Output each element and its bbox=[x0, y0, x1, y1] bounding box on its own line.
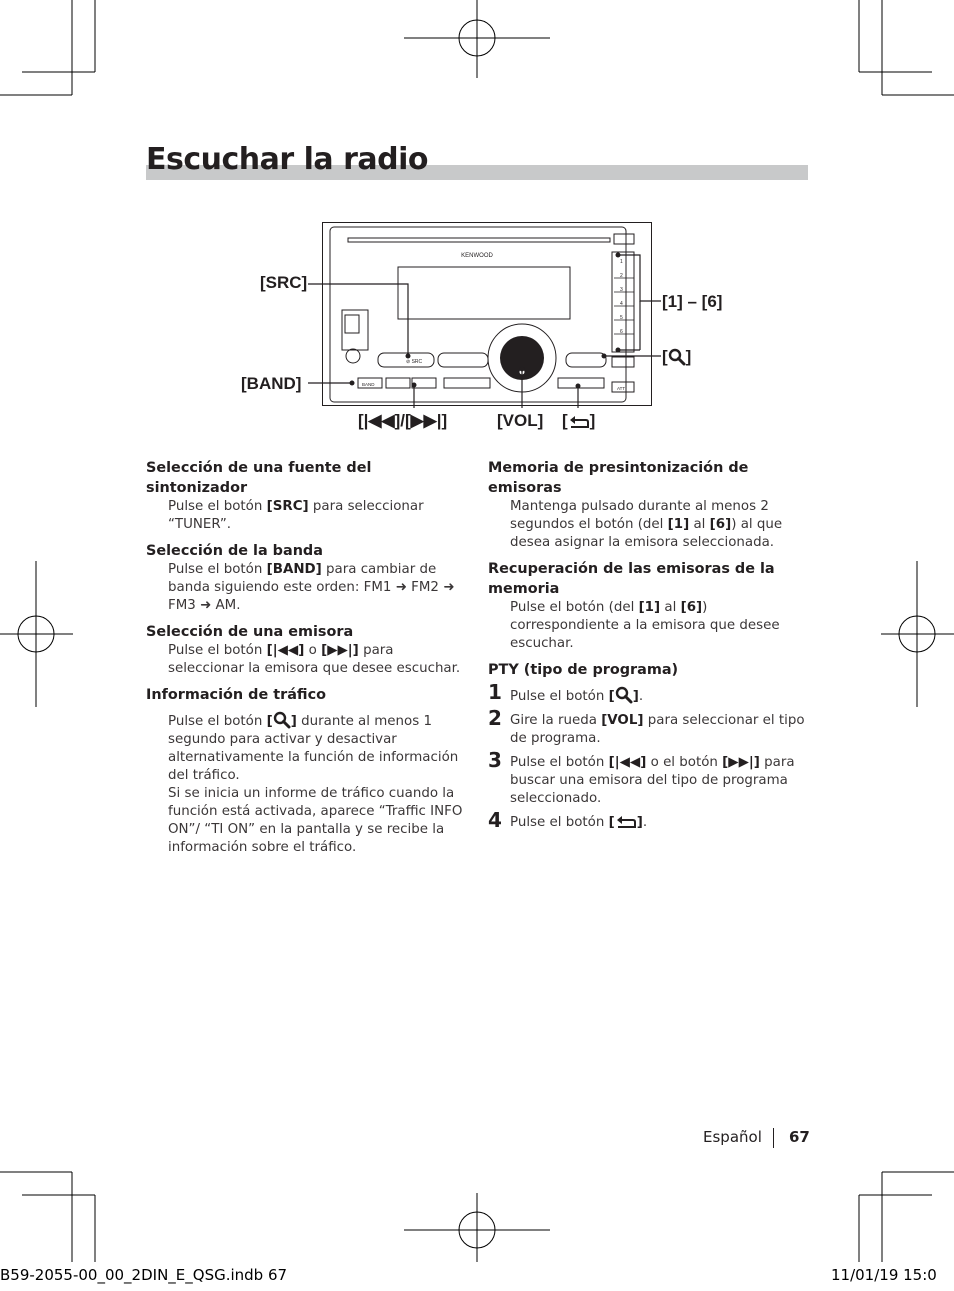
section-heading: Selección de la banda bbox=[146, 543, 323, 559]
step-3: 3 Pulse el botón [|◀◀] o el botón [▶▶|] para buscar una emisora del tipo de programa seleccionado. bbox=[488, 748, 795, 806]
section-body: Pulse el botón [SRC] para seleccionar “TUNER”. bbox=[168, 499, 424, 532]
label-seek: [|◀◀]/[▶▶|] bbox=[358, 411, 448, 430]
svg-text:6: 6 bbox=[620, 329, 623, 335]
step-4: 4 Pulse el botón [ ]. bbox=[488, 808, 648, 832]
slug-date: 11/01/19 15:0 bbox=[831, 1266, 937, 1284]
brand-label: KENWOOD bbox=[461, 253, 493, 259]
section-body: Mantenga pulsado durante al menos 2 segundos el botón (del [1] al [6]) al que desea asignar la emisora seleccionada. bbox=[510, 499, 783, 550]
section-body: Pulse el botón [|◀◀] o [▶▶|] para seleccionar la emisora que desee escuchar. bbox=[168, 643, 461, 676]
back-icon bbox=[615, 814, 637, 830]
back-icon bbox=[568, 414, 590, 430]
search-icon bbox=[668, 348, 686, 366]
section-body: Pulse el botón (del [1] al [6]) correspondiente a la emisora que desee escuchar. bbox=[510, 600, 780, 651]
section-heading: Selección de una emisora bbox=[146, 624, 354, 640]
label-presets: [1] – [6] bbox=[662, 292, 723, 311]
section-body: Pulse el botón [BAND] para cambiar de banda siguiendo este orden: FM1 ➜ FM2 ➜ FM3 ➜ AM. bbox=[168, 562, 455, 613]
section-heading: Información de tráfico bbox=[146, 687, 326, 703]
svg-text:4: 4 bbox=[620, 301, 623, 307]
footer-separator bbox=[773, 1128, 774, 1148]
svg-text:ATT: ATT bbox=[617, 386, 626, 391]
left-column bbox=[146, 458, 466, 864]
label-search: [ ] bbox=[662, 347, 692, 366]
svg-text:5: 5 bbox=[620, 315, 623, 321]
label-vol: [VOL] bbox=[497, 411, 544, 430]
callout-lines bbox=[0, 0, 954, 460]
slug-file: B59-2055-00_00_2DIN_E_QSG.indb 67 bbox=[0, 1266, 288, 1284]
section-body: Pulse el botón [ ] durante al menos 1 segundo para activar y desactivar alternativamente la función de información del tráfico. bbox=[168, 711, 466, 785]
svg-text:⊘ SRC: ⊘ SRC bbox=[406, 359, 423, 365]
right-column bbox=[488, 458, 808, 838]
step-1: 1 Pulse el botón [ ]. bbox=[488, 680, 644, 704]
section-heading: Selección de una fuente del sintonizador bbox=[146, 460, 372, 496]
page-number: 67 bbox=[789, 1128, 810, 1146]
section-body-extra: Si se inicia un informe de tráfico cuando la función está activada, aparece “Traffic INFO ON”/ “TI ON” en la pantalla y se recibe la información sobre el tráfico. bbox=[168, 786, 463, 855]
label-back: [ ] bbox=[562, 411, 596, 430]
section-heading: Recuperación de las emisoras de la memoria bbox=[488, 561, 775, 597]
pty-heading: PTY (tipo de programa) bbox=[488, 662, 679, 678]
svg-text:BAND: BAND bbox=[362, 382, 375, 387]
footer-language: Español bbox=[703, 1128, 762, 1146]
svg-text:2: 2 bbox=[620, 273, 623, 279]
step-2: 2 Gire la rueda [VOL] para seleccionar el tipo de programa. bbox=[488, 706, 805, 746]
section-heading: Memoria de presintonización de emisoras bbox=[488, 460, 749, 496]
svg-text:3: 3 bbox=[620, 287, 623, 293]
page-title: Escuchar la radio bbox=[146, 142, 428, 177]
search-icon bbox=[615, 686, 633, 704]
svg-text:1: 1 bbox=[620, 259, 623, 265]
label-src: [SRC] bbox=[260, 273, 308, 292]
label-band: [BAND] bbox=[241, 374, 302, 393]
search-icon bbox=[273, 711, 291, 729]
